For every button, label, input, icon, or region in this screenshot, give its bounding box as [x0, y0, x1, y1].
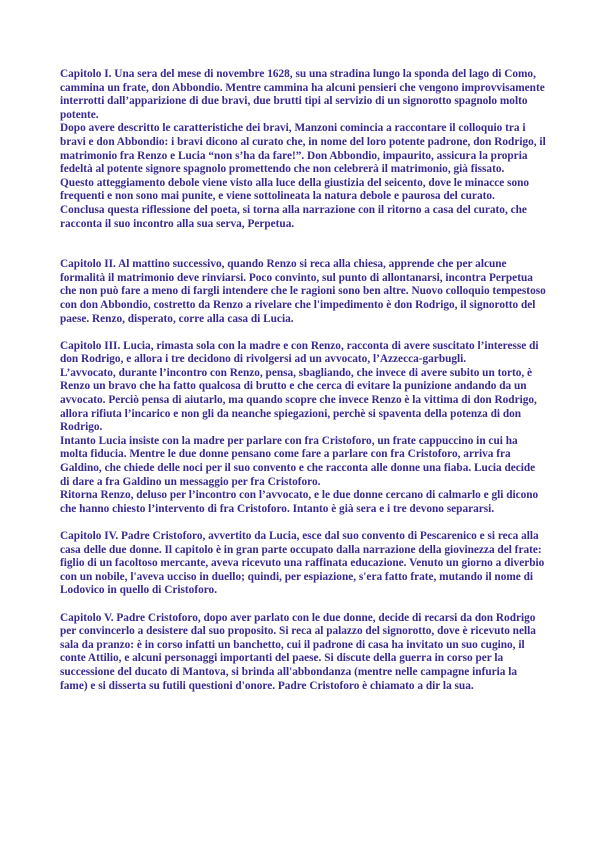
chapter-1-paragraph-4: Conclusa questa riflessione del poeta, si torna alla narrazione con il ritorno a casa del curato, che racconta il suo incontro alla sua serva, Perpetua. — [60, 203, 527, 230]
chapter-5-paragraph-1: Capitolo V. Padre Cristoforo, dopo aver parlato con le due donne, decide di recarsi da don Rodrigo per convincerlo a desistere dal suo proposito. Si reca al palazzo del signorotto, dove è ricevuto nella sala da pranzo: è in corso infatti un banchetto, cui il padrone di casa ha invitato un suo cugino, il conte Attilio, e alcuni personaggi importanti del paese. Si discute della guerra in corso per la successione del ducato di Mantova, si brinda all'abbondanza (mentre nelle campagne infuria la fame) e si disserta su futili questioni d'onore. Padre Cristoforo è chiamato a dir la sua. — [60, 611, 536, 692]
chapter-1 — [60, 68, 546, 231]
document-body — [60, 68, 546, 693]
section-spacer — [60, 598, 546, 612]
section-spacer — [60, 326, 546, 340]
chapter-1-paragraph-2: Dopo avere descritto le caratteristiche dei bravi, Manzoni comincia a raccontare il colloquio tra i bravi e don Abbondio: i bravi dicono al curato che, in nome del loro potente padrone, don Rodrigo, il matrimonio fra Renzo e Lucia “non s’ha da fare!”. Don Abbondio, impaurito, assicura la propria fedeltà al potente signore spagnolo promettendo che non celebrerà il matrimonio, già fissato. — [60, 122, 546, 176]
chapter-4 — [60, 530, 546, 598]
chapter-5 — [60, 612, 546, 694]
chapter-3 — [60, 340, 546, 517]
chapter-1-paragraph-3: Questo atteggiamento debole viene visto alla luce della giustizia del seicento, dove le minacce sono frequenti e non sono mai punite, e viene sottolineata la natura debole e paurosa del curato. — [60, 176, 530, 203]
chapter-3-paragraph-2: L’avvocato, durante l’incontro con Renzo, pensa, sbagliando, che invece di avere subito un torto, è Renzo un bravo che ha fatto qualcosa di brutto e che cerca di evitare la punizione andando da un avvocato. Perciò pensa di aiutarlo, ma quando scopre che invece Renzo è la vittima di don Rodrigo, allora rifiuta l’incarico e non gli da neanche spiegazioni, perchè si spaventa della potenza di don Rodrigo. — [60, 366, 537, 434]
chapter-3-paragraph-3: Intanto Lucia insiste con la madre per parlare con fra Cristoforo, un frate cappuccino in cui ha molta fiducia. Mentre le due donne pensano come fare a parlare con fra Cristoforo, arriva fra Galdino, che chiede delle noci per il suo convento e che racconta alle donne una fiaba. Lucia decide di dare a fra Galdino un messaggio per fra Cristoforo. — [60, 434, 536, 488]
chapter-3-paragraph-4: Ritorna Renzo, deluso per l’incontro con l’avvocato, e le due donne cercano di calmarlo e gli dicono che hanno chiesto l’intervento di fra Cristoforo. Intanto è già sera e i tre devono separarsi. — [60, 489, 539, 515]
chapter-3-paragraph-1: Capitolo III. Lucia, rimasta sola con la madre e con Renzo, racconta di avere suscitato l’interesse di don Rodrigo, e allora i tre decidono di rivolgersi ad un avvocato, l’Azzecca-garbugli. — [60, 339, 539, 366]
chapter-2-paragraph-1: Capitolo II. Al mattino successivo, quando Renzo si reca alla chiesa, apprende che per alcune formalità il matrimonio deve rinviarsi. Poco convinto, sul punto di allontanarsi, incontra Perpetua che non può fare a meno di fargli intendere che le ragioni sono ben altre. Nuovo colloquio tempestoso con don Abbondio, costretto da Renzo a rivelare che l'impedimento è don Rodrigo, il signorotto del paese. Renzo, disperato, corre alla casa di Lucia. — [60, 258, 546, 325]
chapter-2 — [60, 258, 546, 326]
section-spacer — [60, 516, 546, 530]
chapter-4-paragraph-1: Capitolo IV. Padre Cristoforo, avvertito da Lucia, esce dal suo convento di Pescarenico e si reca alla casa delle due donne. Il capitolo è in gran parte occupato dalla narrazione della giovinezza del frate: figlio di un facoltoso mercante, aveva ricevuto una raffinata educazione. Venuto un giorno a diverbio con un nobile, l'aveva ucciso in duello; quindi, per espiazione, s'era fatto frate, mutando il nome di Lodovico in quello di Cristoforo. — [60, 530, 545, 597]
chapter-1-paragraph-1: Capitolo I. Una sera del mese di novembre 1628, su una stradina lungo la sponda del lago di Como, cammina un frate, don Abbondio. Mentre cammina ha alcuni pensieri che vengono improvvisamente interrotti dall’apparizione di due bravi, due brutti tipi al servizio di un signorotto spagnolo molto potente. — [60, 68, 545, 121]
section-spacer — [60, 231, 546, 258]
